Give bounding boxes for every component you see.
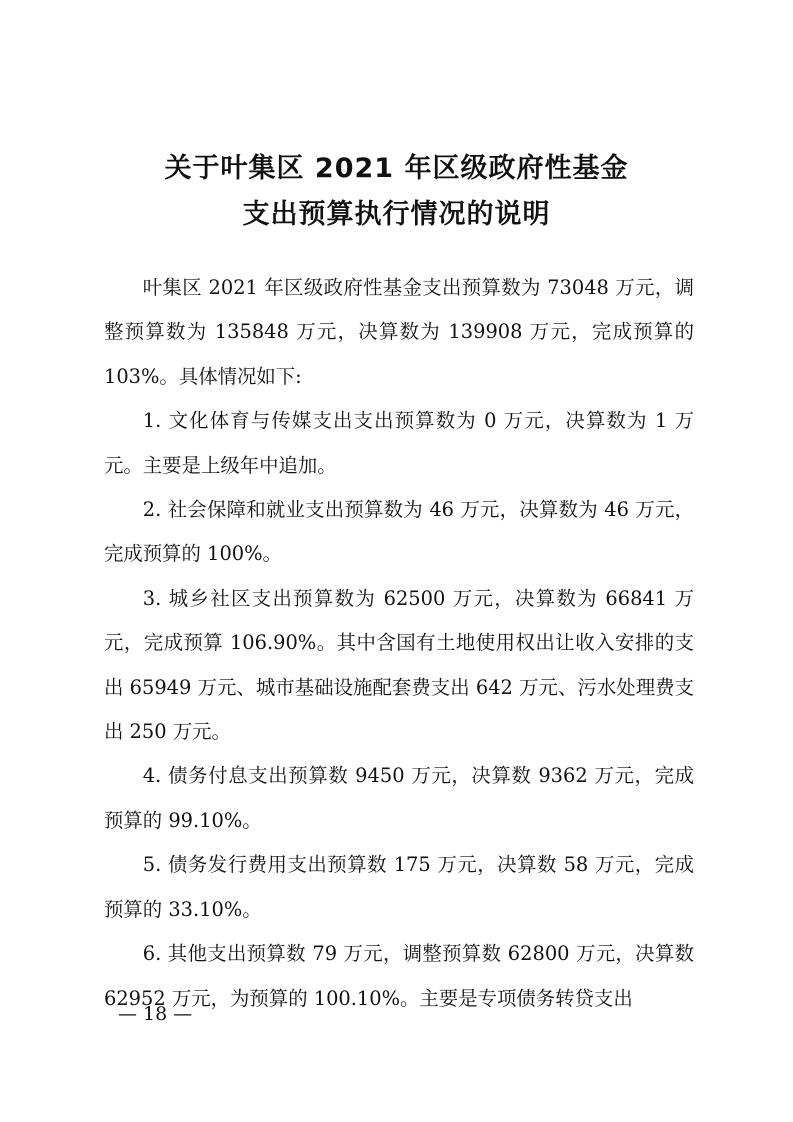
paragraph-item-1: 1. 文化体育与传媒支出支出预算数为 0 万元，决算数为 1 万元。主要是上级年中追加。 (104, 409, 694, 477)
paragraph-item-4: 4. 债务付息支出预算数 9450 万元，决算数 9362 万元，完成预算的 99.10%。 (104, 764, 694, 832)
paragraph-item-3: 3. 城乡社区支出预算数为 62500 万元，决算数为 66841 万元，完成预算 106.90%。其中含国有土地使用权出让收入安排的支出 65949 万元、城市基础设施配套费支出 642 万元、污水处理费支出 250 万元。 (104, 586, 694, 744)
page-number: — 18 — (118, 1003, 193, 1025)
paragraph-item-6: 6. 其他支出预算数 79 万元，调整预算数 62800 万元，决算数 62952 万元，为预算的 100.10%。主要是专项债务转贷支出 (104, 942, 694, 1010)
paragraph-item-2: 2. 社会保障和就业支出预算数为 46 万元，决算数为 46 万元，完成预算的 100%。 (104, 498, 694, 566)
document-body (104, 266, 694, 1021)
paragraph-item-5: 5. 债务发行费用支出预算数 175 万元，决算数 58 万元，完成预算的 33.10%。 (104, 853, 694, 921)
document-title-line-1: 关于叶集区 2021 年区级政府性基金 (164, 153, 629, 184)
paragraph-intro: 叶集区 2021 年区级政府性基金支出预算数为 73048 万元，调整预算数为 135848 万元，决算数为 139908 万元，完成预算的 103%。具体情况如下: (104, 276, 694, 388)
document-title-line-2: 支出预算执行情况的说明 (242, 199, 551, 230)
